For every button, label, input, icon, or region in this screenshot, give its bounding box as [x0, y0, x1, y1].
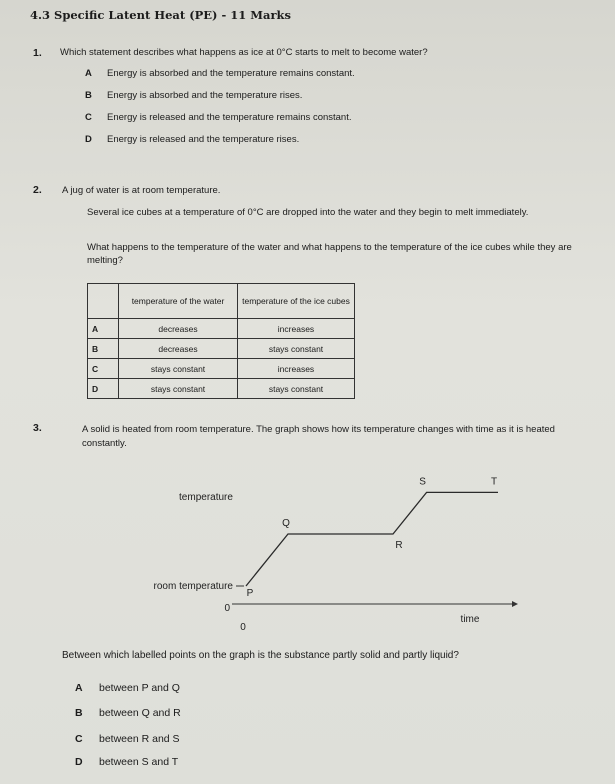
q1-number: 1.: [33, 47, 42, 59]
row-letter: C: [88, 359, 119, 379]
point-label-r: R: [395, 540, 403, 551]
q1-option-c: C Energy is released and the temperature remains constant.: [85, 112, 352, 123]
q3-question: Between which labelled points on the graph is the substance partly solid and partly liquid?: [62, 650, 459, 661]
point-label-p: P: [246, 588, 254, 599]
q3-option-c: C between R and S: [75, 733, 180, 745]
heating-curve: [246, 492, 498, 586]
row-letter: B: [88, 339, 119, 359]
x-axis-arrowhead: [512, 601, 518, 607]
x-axis-label: time: [460, 614, 480, 625]
page-title: 4.3 Specific Latent Heat (PE) - 11 Marks: [30, 8, 291, 22]
table-header-ice: temperature of the ice cubes: [238, 284, 355, 319]
q2-line1: A jug of water is at room temperature.: [62, 185, 221, 196]
room-temperature-label: room temperature: [153, 581, 233, 592]
row-water: stays constant: [119, 359, 238, 379]
row-water: decreases: [119, 339, 238, 359]
q2-line3: What happens to the temperature of the water and what happens to the temperature of the ice cubes while they are melting?: [87, 242, 572, 266]
q3-option-d: D between S and T: [75, 756, 179, 768]
origin-y-label: 0: [224, 603, 230, 614]
row-ice: stays constant: [238, 339, 355, 359]
q2-line2: Several ice cubes at a temperature of 0°C are dropped into the water and they begin to melt immediately.: [87, 207, 529, 218]
row-letter: D: [88, 379, 119, 399]
q2-number: 2.: [33, 184, 42, 196]
row-ice: increases: [238, 359, 355, 379]
row-ice: increases: [238, 319, 355, 339]
y-axis-label: temperature: [179, 492, 233, 503]
origin-x-label: 0: [240, 622, 246, 633]
q1-option-b: B Energy is absorbed and the temperature rises.: [85, 90, 303, 101]
row-water: decreases: [119, 319, 238, 339]
q3-option-b: B between Q and R: [75, 707, 181, 719]
q3-number: 3.: [33, 422, 42, 434]
q1-option-d: D Energy is released and the temperature rises.: [85, 134, 300, 145]
table-header-water: temperature of the water: [119, 284, 238, 319]
point-label-t: T: [490, 476, 498, 488]
q3-option-a: A between P and Q: [75, 682, 180, 694]
row-ice: stays constant: [238, 379, 355, 399]
point-label-q: Q: [282, 518, 290, 529]
q3-text: A solid is heated from room temperature. The graph shows how its temperature changes with time as it is heated constantly.: [82, 424, 555, 449]
point-label-s: S: [419, 476, 426, 488]
q1-text: Which statement describes what happens as ice at 0°C starts to melt to become water?: [60, 47, 428, 58]
q1-option-a: A Energy is absorbed and the temperature remains constant.: [85, 68, 355, 79]
row-water: stays constant: [119, 379, 238, 399]
row-letter: A: [88, 319, 119, 339]
